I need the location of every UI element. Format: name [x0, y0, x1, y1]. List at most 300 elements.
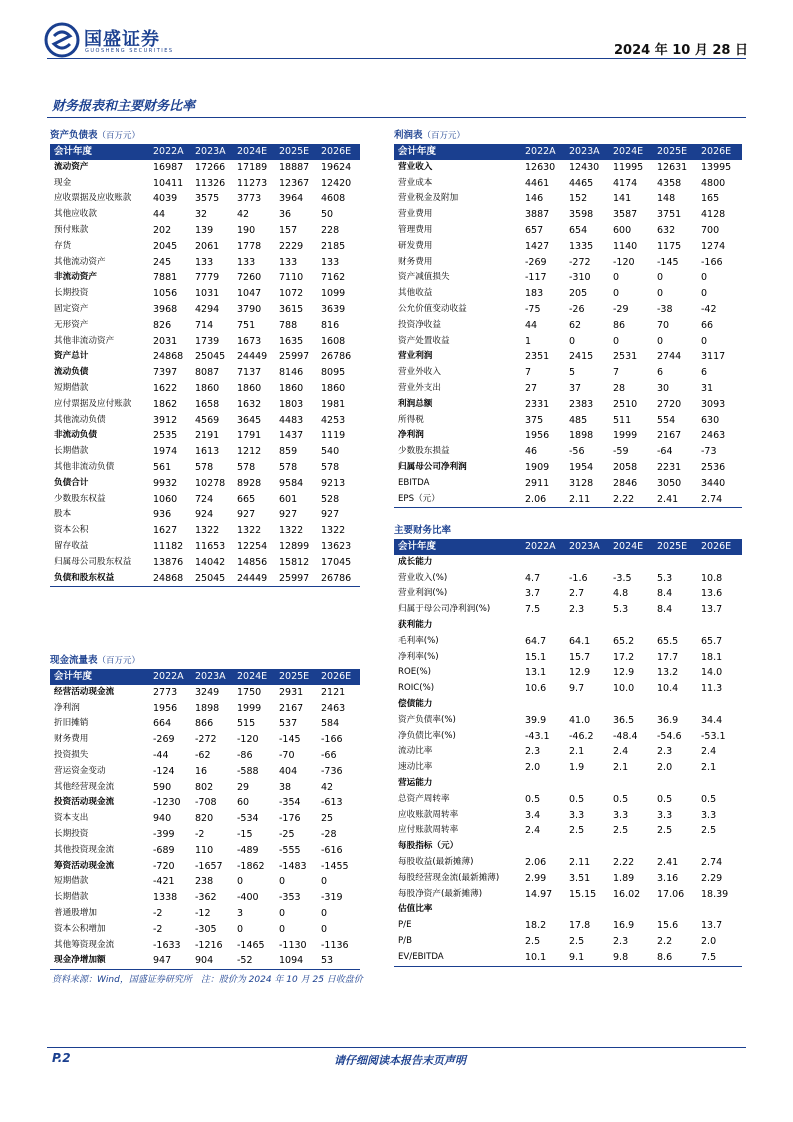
cell-value: 24868	[150, 571, 192, 587]
cell-value: 12630	[525, 161, 556, 173]
cell-value: 18.39	[701, 888, 729, 900]
cell-value: 2911	[525, 477, 550, 489]
cell-value: 1322	[279, 525, 304, 537]
header-year: 2024E	[234, 144, 276, 160]
header-year: 2026E	[698, 144, 742, 160]
cell-value: 11653	[195, 540, 226, 552]
cell-value: 537	[279, 718, 298, 730]
cell-value: 4294	[195, 303, 220, 315]
cell-value: 1627	[153, 525, 178, 537]
page-number: P.2	[52, 1051, 71, 1065]
cell-value: 3968	[153, 303, 178, 315]
cell-value	[566, 697, 610, 713]
table-header-row	[394, 539, 742, 555]
cell-value: 1322	[321, 525, 346, 537]
row-label: 短期借款	[54, 382, 89, 393]
row-label: 营业收入	[398, 161, 433, 172]
cell-value: -689	[153, 844, 175, 856]
cell-value: 65.7	[701, 635, 723, 647]
header-year: 2022A	[150, 144, 192, 160]
cell-value: 0	[613, 272, 620, 284]
cell-value: 0.5	[569, 793, 585, 805]
cell-value	[698, 618, 742, 634]
cell-value: 25	[321, 813, 334, 825]
table-row	[50, 191, 360, 207]
cell-value: 3117	[701, 351, 726, 363]
row-label: 少数股东损益	[398, 446, 450, 457]
cell-value: -15	[237, 828, 253, 840]
cell-value: 3773	[237, 193, 262, 205]
row-label: 其他收益	[398, 288, 433, 299]
row-label: 归属于母公司净利润(%)	[398, 604, 491, 615]
cell-value: 245	[153, 256, 172, 268]
cell-value: 2510	[613, 398, 638, 410]
cell-value: 2.3	[569, 604, 585, 616]
header-label: 会计年度	[394, 539, 522, 555]
header-year: 2024E	[610, 539, 654, 555]
row-label: 归属母公司净利润	[398, 461, 467, 472]
header-year: 2026E	[698, 539, 742, 555]
cell-value: 5	[569, 367, 576, 379]
row-label: 投资活动现金流	[54, 797, 115, 808]
table-row	[394, 365, 742, 381]
cell-value: 17.8	[569, 920, 591, 932]
header-year: 2026E	[318, 144, 360, 160]
cell-value: 2535	[153, 430, 178, 442]
cell-value: 13623	[321, 540, 352, 552]
cash-flow-grid	[50, 669, 360, 970]
cell-value: 1673	[237, 335, 262, 347]
section-divider	[47, 117, 746, 118]
cell-value: 927	[279, 509, 298, 521]
cell-value: 578	[321, 461, 340, 473]
cell-value: 228	[321, 224, 340, 236]
cell-value: 1.89	[613, 872, 635, 884]
cell-value: 42	[237, 209, 250, 221]
cell-value: 2.3	[613, 935, 629, 947]
cell-value: -1633	[153, 939, 181, 951]
cell-value: 13876	[153, 556, 184, 568]
cell-value: 1860	[321, 382, 346, 394]
cell-value: 601	[279, 493, 298, 505]
cell-value: 1322	[195, 525, 220, 537]
cell-value: 133	[321, 256, 340, 268]
row-label: 现金	[54, 177, 72, 188]
cell-value: -1136	[321, 939, 349, 951]
cell-value	[566, 776, 610, 792]
cell-value: -70	[279, 749, 295, 761]
table-row	[50, 286, 360, 302]
header-year: 2022A	[522, 539, 566, 555]
table-row	[394, 839, 742, 855]
table-row	[50, 843, 360, 859]
row-label: 其他非流动资产	[54, 335, 115, 346]
cell-value: 29	[237, 781, 250, 793]
cell-value: 11995	[613, 161, 644, 173]
cell-value: -62	[195, 749, 211, 761]
income-statement-title: 利润表（百万元）	[394, 130, 466, 141]
row-label: 应收账款周转率	[398, 809, 459, 820]
cell-value: 31	[701, 382, 714, 394]
cell-value: 0.5	[701, 793, 717, 805]
row-label: 营业外收入	[398, 367, 441, 378]
cell-value: -3.5	[613, 572, 632, 584]
cell-value: 2.11	[569, 856, 591, 868]
cell-value	[654, 697, 698, 713]
cell-value: 1427	[525, 240, 550, 252]
table-header-row	[394, 144, 742, 160]
cell-value	[610, 697, 654, 713]
cell-value	[654, 555, 698, 571]
cell-value: 7397	[153, 367, 178, 379]
table-row	[50, 890, 360, 906]
cell-value: 927	[237, 509, 256, 521]
cell-value	[654, 839, 698, 855]
table-row	[50, 732, 360, 748]
cell-value: 7	[525, 367, 532, 379]
cell-value: 3639	[321, 303, 346, 315]
cell-value: 4461	[525, 177, 550, 189]
row-label: 流动资产	[54, 161, 89, 172]
cell-value: 0	[657, 272, 664, 284]
cell-value: 10.0	[613, 683, 635, 695]
row-label: 营业外支出	[398, 382, 441, 393]
row-label: 资产减值损失	[398, 272, 450, 283]
row-label: 非流动资产	[54, 272, 97, 283]
cell-value: 2167	[657, 430, 682, 442]
table-row	[50, 938, 360, 954]
cell-value: 2.22	[610, 492, 654, 508]
cell-value: -176	[279, 813, 301, 825]
table-row	[50, 859, 360, 875]
cell-value: 4800	[701, 177, 726, 189]
cell-value: 2463	[321, 702, 346, 714]
cell-value: 3.3	[569, 809, 585, 821]
cell-value: -43.1	[525, 730, 550, 742]
cell-value: 3964	[279, 193, 304, 205]
header-year: 2024E	[234, 669, 276, 685]
cash-flow-table	[50, 653, 360, 970]
cell-value: 561	[153, 461, 172, 473]
row-label: 非流动负债	[54, 430, 97, 441]
row-label: 流动负债	[54, 367, 89, 378]
row-label: 少数股东权益	[54, 493, 106, 504]
cell-value: 7779	[195, 272, 220, 284]
cell-value: 1622	[153, 382, 178, 394]
cell-value: -53.1	[701, 730, 726, 742]
cell-value: 1119	[321, 430, 346, 442]
table-row	[50, 365, 360, 381]
header-year: 2023A	[566, 539, 610, 555]
cell-value: 1140	[613, 240, 638, 252]
cell-value: 2415	[569, 351, 594, 363]
table-row	[394, 191, 742, 207]
cell-value: 2185	[321, 240, 346, 252]
cell-value: 4253	[321, 414, 346, 426]
cell-value: 664	[153, 718, 172, 730]
table-row	[50, 827, 360, 843]
cell-value: 2.22	[613, 856, 635, 868]
table-row	[50, 176, 360, 192]
cell-value: 3.4	[525, 809, 541, 821]
cell-value: 2191	[195, 430, 220, 442]
table-row	[50, 906, 360, 922]
cell-value: 10.1	[522, 950, 566, 966]
cell-value: 190	[237, 224, 256, 236]
cell-value: 7.5	[525, 604, 541, 616]
cell-value: 924	[195, 509, 214, 521]
table-row	[394, 713, 742, 729]
cell-value: 630	[701, 414, 720, 426]
row-label: 长期借款	[54, 892, 89, 903]
cell-value: 24449	[234, 571, 276, 587]
cell-value: 2.3	[657, 746, 673, 758]
cell-value: 2.11	[566, 492, 610, 508]
table-row	[50, 555, 360, 571]
table-row	[394, 902, 742, 918]
cell-value: 0	[569, 335, 576, 347]
cell-value: 0	[657, 288, 664, 300]
cell-value: 866	[195, 718, 214, 730]
row-label: 其他经营现金流	[54, 781, 115, 792]
table-row	[394, 776, 742, 792]
table-row	[50, 874, 360, 890]
cell-value: 15.7	[569, 651, 591, 663]
cell-value: 64.7	[525, 635, 547, 647]
cell-value: 8.6	[654, 950, 698, 966]
ratios-table	[394, 523, 742, 967]
cell-value: -117	[525, 272, 547, 284]
cell-value	[610, 776, 654, 792]
cell-value: 14042	[195, 556, 226, 568]
cell-value: 26786	[318, 571, 360, 587]
cell-value: 133	[279, 256, 298, 268]
row-label: 公允价值变动收益	[398, 303, 467, 314]
cell-value: 590	[153, 781, 172, 793]
table-row	[394, 207, 742, 223]
row-label: 其他应收款	[54, 209, 97, 220]
cell-value: 12.9	[613, 667, 635, 679]
row-label: 净利润	[54, 702, 80, 713]
cell-value: 7.5	[698, 950, 742, 966]
cell-value: 12899	[279, 540, 310, 552]
cell-value: 9584	[279, 477, 304, 489]
cell-value: -362	[195, 892, 217, 904]
ratios-grid	[394, 539, 742, 967]
cell-value: 554	[657, 414, 676, 426]
cell-value: 1956	[525, 430, 550, 442]
cell-value: 3751	[657, 209, 682, 221]
table-row	[394, 855, 742, 871]
row-label: 营运资金变动	[54, 765, 106, 776]
cell-value: 24449	[237, 351, 268, 363]
cell-value: 4039	[153, 193, 178, 205]
cell-value: 14.97	[525, 888, 553, 900]
cell-value: -73	[701, 446, 717, 458]
table-row	[394, 934, 742, 950]
cell-value: 1999	[613, 430, 638, 442]
cell-value: 632	[657, 224, 676, 236]
header-label: 会计年度	[50, 144, 150, 160]
cell-value: -59	[613, 446, 629, 458]
cell-value: 826	[153, 319, 172, 331]
table-row	[50, 811, 360, 827]
row-label: 每股收益(最新摊薄)	[398, 856, 474, 867]
income-statement-grid	[394, 144, 742, 508]
row-label: EPS（元）	[394, 492, 522, 508]
cell-value: 110	[195, 844, 214, 856]
cell-value: -310	[569, 272, 591, 284]
cell-value: -269	[525, 256, 547, 268]
row-label: 管理费用	[398, 224, 433, 235]
table-row	[50, 381, 360, 397]
cell-value: 42	[321, 781, 334, 793]
footer-divider	[47, 1047, 746, 1048]
cell-value: 1335	[569, 240, 594, 252]
cell-value: 0.5	[525, 793, 541, 805]
cell-value: 2.0	[525, 762, 541, 774]
cell-value: 0	[279, 923, 286, 935]
row-label: 净利润	[398, 430, 424, 441]
cell-value: 15.6	[657, 920, 679, 932]
cell-value: 6	[701, 367, 708, 379]
cell-value: 1212	[237, 446, 262, 458]
cell-value: 1635	[279, 335, 304, 347]
table-row	[394, 286, 742, 302]
cell-value	[566, 618, 610, 634]
cell-value: 46	[525, 446, 538, 458]
cell-value	[610, 902, 654, 918]
cell-value: 2846	[613, 477, 638, 489]
cell-value: 1974	[153, 446, 178, 458]
cell-value: 14856	[237, 556, 268, 568]
cell-value: 2.3	[525, 746, 541, 758]
cell-value: 3093	[701, 398, 726, 410]
cell-value: 12254	[237, 540, 268, 552]
table-row	[394, 492, 742, 508]
table-row	[50, 270, 360, 286]
cell-value: -44	[153, 749, 169, 761]
cell-value: -38	[657, 303, 673, 315]
cell-value: -64	[657, 446, 673, 458]
table-row	[50, 334, 360, 350]
cell-value: 183	[525, 288, 544, 300]
cell-value: 1099	[321, 288, 346, 300]
row-label: 负债合计	[54, 477, 89, 488]
cell-value: -42	[701, 303, 717, 315]
row-label: 资本支出	[54, 813, 89, 824]
cell-value: 1860	[195, 382, 220, 394]
cell-value: 2231	[657, 461, 682, 473]
table-row	[394, 586, 742, 602]
cell-value: -28	[321, 828, 337, 840]
row-label: 长期投资	[54, 288, 89, 299]
cell-value: 4465	[569, 177, 594, 189]
cell-value: 26786	[321, 351, 352, 363]
cell-value: 3050	[657, 477, 682, 489]
cell-value: 7162	[321, 272, 346, 284]
cell-value: 0	[321, 876, 328, 888]
cell-value: 12.9	[569, 667, 591, 679]
table-row	[50, 523, 360, 539]
table-row	[50, 302, 360, 318]
table-row	[394, 665, 742, 681]
row-label: 股本	[54, 509, 72, 520]
cell-value: 12631	[657, 161, 688, 173]
row-label: 资本公积增加	[54, 923, 106, 934]
cell-value: 1999	[237, 702, 262, 714]
cash-flow-title: 现金流量表（百万元）	[50, 655, 141, 666]
cell-value: 665	[237, 493, 256, 505]
cell-value: 2.5	[569, 825, 585, 837]
cell-value: 657	[525, 224, 544, 236]
cell-value: 7881	[153, 272, 178, 284]
cell-value: -354	[279, 797, 301, 809]
cell-value: 3128	[569, 477, 594, 489]
cell-value: 1956	[153, 702, 178, 714]
balance-sheet-title: 资产负债表（百万元）	[50, 130, 141, 141]
table-row	[394, 302, 742, 318]
table-header-row	[50, 144, 360, 160]
cell-value: 205	[569, 288, 588, 300]
table-row	[50, 748, 360, 764]
cell-value	[654, 618, 698, 634]
cell-value: 2.5	[569, 935, 585, 947]
table-row	[394, 160, 742, 176]
row-label: EBITDA	[398, 477, 430, 488]
row-label: 营业收入(%)	[398, 572, 448, 583]
cell-value: 13.7	[701, 920, 723, 932]
cell-value: 1860	[237, 382, 262, 394]
cell-value: -145	[279, 734, 301, 746]
row-label: 筹资活动现金流	[54, 860, 115, 871]
row-label: 资产负债率(%)	[398, 714, 456, 725]
cell-value: 25045	[195, 351, 226, 363]
table-row	[50, 444, 360, 460]
cell-value: 485	[569, 414, 588, 426]
cell-value: 64.1	[569, 635, 591, 647]
header-year: 2023A	[192, 144, 234, 160]
cell-value: 528	[321, 493, 340, 505]
cell-value: 16	[195, 765, 208, 777]
cell-value: -305	[195, 923, 217, 935]
cell-value: 2.0	[701, 935, 717, 947]
cell-value: -2	[195, 828, 205, 840]
row-label: 负债和股东权益	[50, 571, 150, 587]
cell-value: 202	[153, 224, 172, 236]
cell-value: 3249	[195, 686, 220, 698]
cell-value: 2331	[525, 398, 550, 410]
header-year: 2022A	[150, 669, 192, 685]
row-label: 归属母公司股东权益	[54, 556, 132, 567]
cell-value: 2463	[701, 430, 726, 442]
cell-value: 3790	[237, 303, 262, 315]
cell-value: 17.7	[657, 651, 679, 663]
table-row	[50, 349, 360, 365]
cell-value: 50	[321, 209, 334, 221]
cell-value: 15.15	[569, 888, 597, 900]
table-row	[394, 318, 742, 334]
cell-value: 39.9	[525, 714, 547, 726]
cell-value: 2.1	[701, 762, 717, 774]
cell-value: -400	[237, 892, 259, 904]
cell-value: 3645	[237, 414, 262, 426]
cell-value: 0	[237, 923, 244, 935]
cell-value: 0	[701, 335, 708, 347]
cell-value: 2045	[153, 240, 178, 252]
cell-value: 12420	[321, 177, 352, 189]
cell-value: -613	[321, 797, 343, 809]
